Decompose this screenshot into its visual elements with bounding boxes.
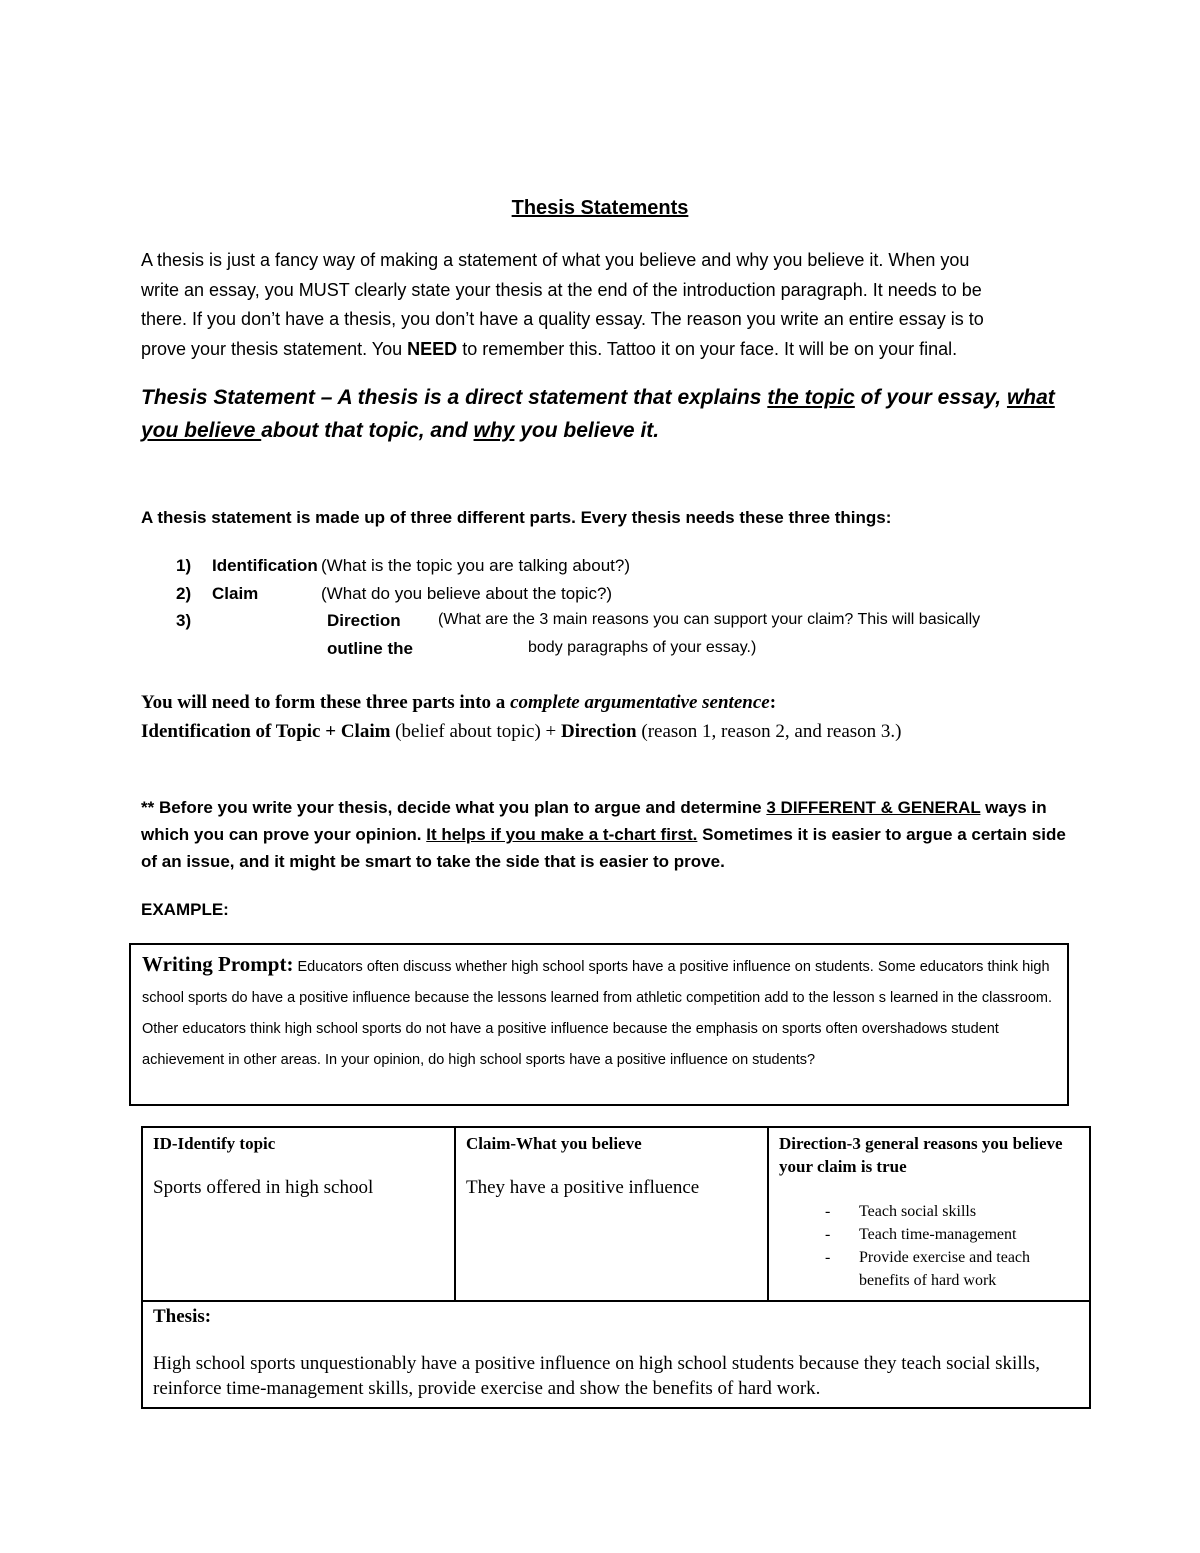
form-instruction [141, 692, 776, 714]
list-item [779, 1246, 1079, 1292]
list-desc: (What do you believe about the topic?) [321, 584, 613, 603]
note-text: ** Before you write your thesis, decide what you plan to argue and determine [141, 798, 767, 817]
list-item [779, 1223, 1079, 1246]
planning-note [141, 794, 1071, 875]
list-desc: (What is the topic you are talking about?) [321, 556, 630, 575]
direction-header: Direction-3 general reasons you believe your claim is true [779, 1134, 1063, 1176]
form-text: You will need to form these three parts into a [141, 692, 511, 713]
claim-header: Claim-What you believe [466, 1134, 642, 1153]
formula-direction: Direction [561, 721, 637, 742]
list-item [779, 1200, 1079, 1223]
list-label: Identification [212, 556, 318, 575]
note-underline: It helps if you make a t-chart first. [426, 825, 698, 844]
intro-paragraph [141, 246, 1061, 364]
prompt-text: Educators often discuss whether high school sports have a positive influence on students. Some educators think high school sports do have a positive influence because the lessons learned from athletic competition add to the lesson s learned in the classroom. Other educators think high school sports do not have a positive influence because the emphasis on sports often overshadows student achievement in other areas. In your opinion, do high school sports have a positive influence on students? [142, 959, 1052, 1068]
note-text: Sometimes it is easier to argue a certain side of an issue, and it might be smart to take the side that is easier to prove. [141, 825, 1066, 871]
dash-bullet: - [825, 1203, 831, 1220]
claim-cell [455, 1127, 768, 1301]
list-number: 1) [176, 556, 192, 575]
thesis-label: Thesis: [153, 1306, 212, 1327]
list-continuation: outline the [327, 639, 413, 658]
intro-text: to remember this. Tattoo it on your face. It will be on your final. [457, 338, 958, 359]
formula-claim: Claim [340, 721, 391, 742]
parts-intro: A thesis statement is made up of three different parts. Every thesis needs these three things: [141, 508, 892, 527]
prompt-label: Writing Prompt: [142, 952, 294, 976]
note-text: ways in which you can prove your opinion. [141, 798, 1047, 844]
formula-desc: (belief about topic) + [390, 721, 561, 742]
list-number: 2) [176, 584, 192, 603]
table-row [142, 1127, 1090, 1301]
intro-line: write an essay, you MUST clearly state your thesis at the end of the introduction paragraph. It needs to be [141, 279, 982, 300]
reason-text: Teach social skills [859, 1203, 977, 1220]
writing-prompt-box [129, 943, 1069, 1106]
table-row [142, 1301, 1090, 1408]
definition-text: Thesis Statement – A thesis is a direct statement that explains [141, 386, 768, 409]
reason-text: Teach time-management [859, 1226, 1017, 1243]
thesis-text: High school sports unquestionably have a positive influence on high school students because they teach social skills, reinforce time-management skills, provide exercise and show the benefits of hard work. [153, 1353, 1041, 1399]
claim-value: They have a positive influence [466, 1177, 700, 1198]
list-continuation: body paragraphs of your essay.) [528, 639, 757, 656]
note-underline: 3 DIFFERENT & GENERAL [766, 798, 981, 817]
intro-text: prove your thesis statement. You [141, 338, 408, 359]
list-label: Claim [212, 584, 259, 603]
formula-id: Identification of Topic [141, 721, 321, 742]
intro-line [141, 335, 1061, 365]
thesis-definition [141, 381, 1061, 447]
id-cell [142, 1127, 455, 1301]
definition-text: you believe it. [514, 419, 660, 442]
definition-underline: the topic [767, 386, 855, 409]
definition-underline: what you believe [141, 386, 1055, 442]
intro-line: A thesis is just a fancy way of making a statement of what you believe and why you believe it. When you [141, 250, 970, 270]
intro-line: there. If you don’t have a thesis, you don’t have a quality essay. The reason you write an entire essay is to [141, 309, 984, 329]
intro-emphasis: NEED [407, 338, 458, 359]
list-desc: (What are the 3 main reasons you can support your claim? This will basically [438, 611, 981, 628]
direction-cell [768, 1127, 1090, 1301]
form-text: : [769, 692, 777, 713]
formula [141, 721, 902, 743]
page-title: Thesis Statements [511, 197, 689, 219]
id-value: Sports offered in high school [153, 1177, 374, 1198]
definition-text: of your essay, [854, 386, 1007, 409]
list-label: Direction [327, 611, 401, 630]
form-emphasis: complete argumentative sentence [510, 692, 770, 713]
list-number: 3) [176, 611, 192, 630]
formula-plus: + [320, 721, 341, 742]
formula-desc: (reason 1, reason 2, and reason 3.) [636, 721, 902, 742]
thesis-cell [142, 1301, 1090, 1408]
dash-bullet: - [825, 1226, 831, 1243]
t-chart-table [141, 1126, 1091, 1409]
example-label: EXAMPLE: [141, 900, 229, 919]
id-header: ID-Identify topic [153, 1134, 276, 1153]
reasons-list [779, 1200, 1079, 1296]
reason-text: Provide exercise and teach benefits of hard work [859, 1249, 1031, 1289]
dash-bullet: - [825, 1249, 831, 1266]
definition-text: about that topic, and [261, 419, 474, 442]
definition-underline: why [473, 419, 515, 442]
